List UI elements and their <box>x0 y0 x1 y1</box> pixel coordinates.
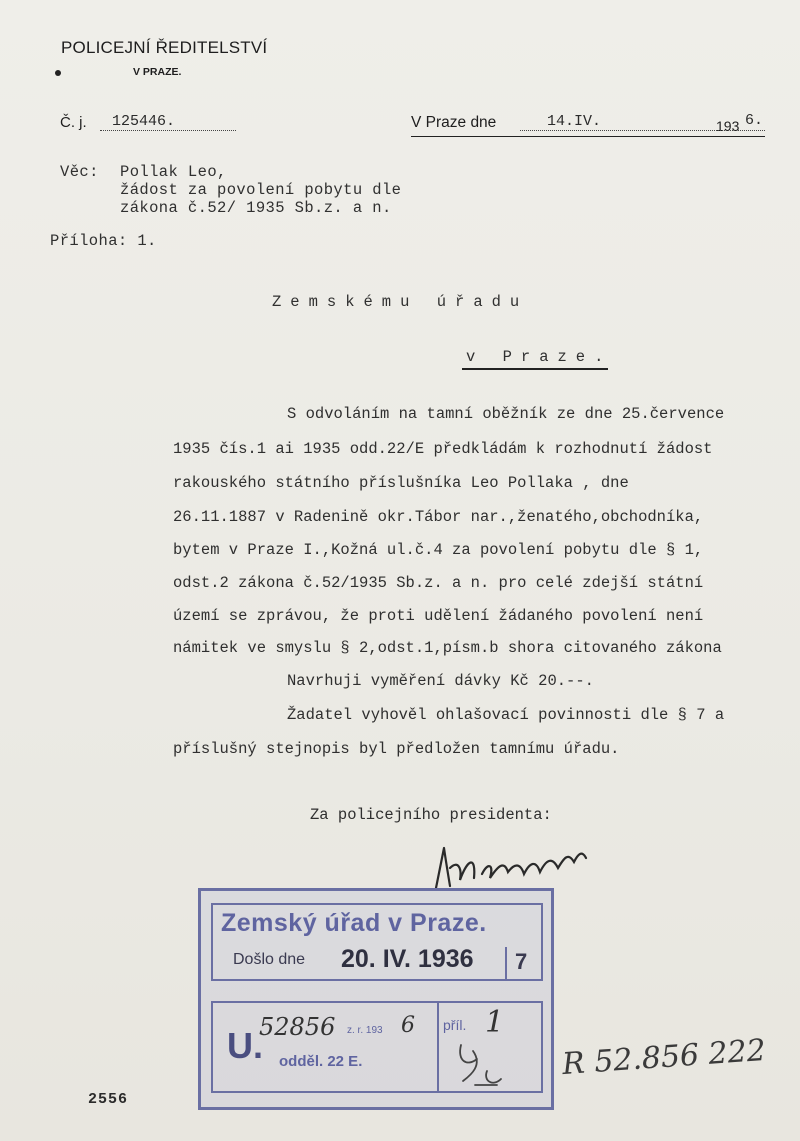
stamp-received-date: 20. IV. 1936 <box>341 945 474 973</box>
body-line: Navrhuji vyměření dávky Kč 20.--. <box>287 672 594 690</box>
header-rule <box>411 136 765 137</box>
body-line: odst.2 zákona č.52/1935 Sb.z. a n. pro celé zdejší státní <box>173 574 704 592</box>
received-stamp <box>198 888 554 1110</box>
stamp-attachments-value: 1 <box>485 1005 505 1040</box>
stamp-title: Zemský úřad v Praze. <box>221 909 487 937</box>
ref-dotted-line <box>100 130 236 131</box>
stamp-zr-label: z. r. 193 <box>347 1025 383 1036</box>
subject-line-3: zákona č.52/ 1935 Sb.z. a n. <box>120 199 392 217</box>
subject-line-1: Pollak Leo, <box>120 163 227 181</box>
year-prefix: 193 <box>716 118 740 134</box>
subject-label: Věc: <box>60 163 99 181</box>
date-dotted-line <box>520 130 765 131</box>
stamp-letter: U. <box>227 1025 263 1066</box>
addressee-line-2: v Praze. <box>466 348 613 366</box>
bullet-mark <box>55 70 61 76</box>
body-line: bytem v Praze I.,Kožná ul.č.4 za povolení pobytu dle § 1, <box>173 541 704 559</box>
margin-note: R 52.856 222 <box>561 1032 767 1083</box>
closing-line: Za policejního presidenta: <box>310 806 552 824</box>
body-line: S odvoláním na tamní oběžník ze dne 25.července <box>287 405 725 423</box>
stamp-attachments-label: příl. <box>443 1017 467 1033</box>
body-line: námitek ve smyslu § 2,odst.1,písm.b shora citovaného zákona <box>173 639 722 657</box>
stamp-file-number: 52856 <box>259 1013 336 1041</box>
stamp-zr-year: 6 <box>401 1013 415 1038</box>
footer-number: 2556 <box>88 1091 129 1108</box>
ref-number: 125446. <box>112 113 176 130</box>
body-line: příslušný stejnopis byl předložen tamnímu úřadu. <box>173 740 620 758</box>
stamp-header-box <box>211 903 543 981</box>
body-line: 1935 čís.1 ai 1935 odd.22/E předkládám k rozhodnutí žádost <box>173 440 713 458</box>
stamp-department: odděl. 22 E. <box>279 1053 363 1070</box>
addressee-underline <box>462 368 608 370</box>
body-line: 26.11.1887 v Radenině okr.Tábor nar.,ženatého,obchodníka, <box>173 508 704 526</box>
place-label: V Praze dne <box>411 114 497 131</box>
stamp-box-number: 7 <box>515 949 528 974</box>
office-city: V PRAZE. <box>133 66 182 78</box>
year-suffix: 6. <box>745 112 764 129</box>
date-day: 14.IV. <box>547 113 602 130</box>
handwritten-mark <box>453 1041 523 1091</box>
subject-line-2: žádost za povolení pobytu dle <box>120 181 402 199</box>
stamp-file-box <box>211 1001 543 1093</box>
stamp-number-box <box>505 947 541 981</box>
ref-label: Č. j. <box>60 114 87 131</box>
body-line: Žadatel vyhověl ohlašovací povinnosti dle § 7 a <box>287 706 725 724</box>
body-line: území se zprávou, že proti udělení žádaného povolení není <box>173 607 704 625</box>
stamp-divider <box>437 1003 439 1091</box>
stamp-received-label: Došlo dne <box>233 951 306 968</box>
addressee-line-1: Zemskému úřadu <box>272 293 529 311</box>
attachment-line: Příloha: 1. <box>50 232 157 250</box>
office-name: POLICEJNÍ ŘEDITELSTVÍ <box>61 38 268 57</box>
body-line: rakouského státního příslušníka Leo Pollaka , dne <box>173 474 629 492</box>
